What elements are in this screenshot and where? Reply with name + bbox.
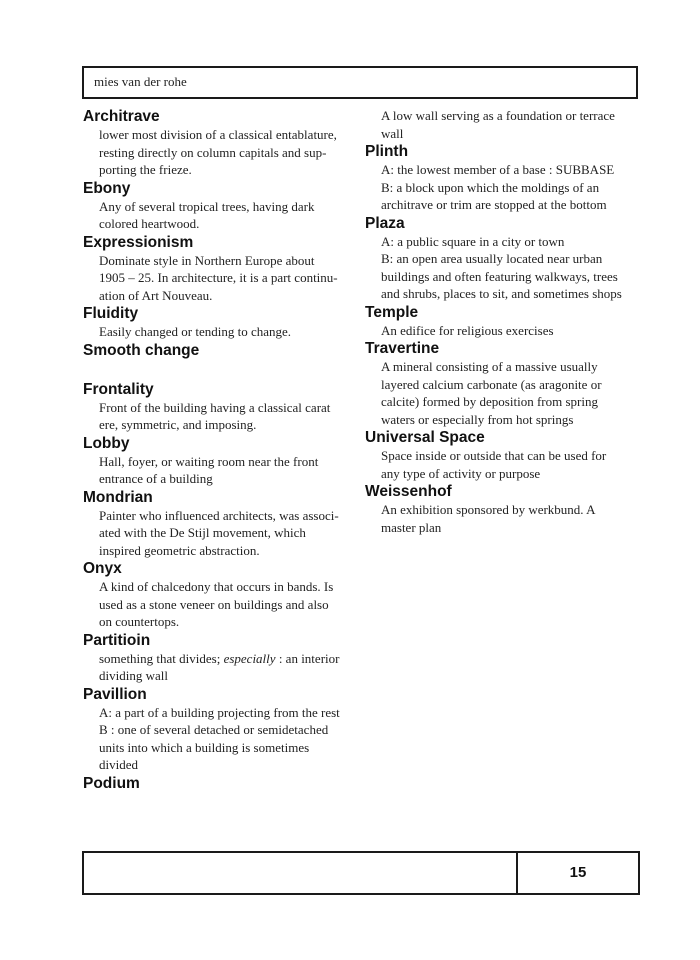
definition-line: A low wall serving as a foundation or terrace <box>381 108 615 123</box>
definition-line: Dominate style in Northern Europe about <box>99 252 315 268</box>
term-fluidity: Fluidity <box>83 305 139 322</box>
definition-line: A kind of chalcedony that occurs in bands. Is <box>99 579 334 594</box>
definition-line: master plan <box>381 519 442 535</box>
definition-line: buildings and often featuring walkways, trees <box>381 268 618 284</box>
term-weissenhof: Weissenhof <box>365 483 452 500</box>
definition-line: Hall, foyer, or waiting room near the front <box>99 453 319 469</box>
definition-line: Space inside or outside that can be used for <box>381 448 607 463</box>
definition-line: inspired geometric abstraction. <box>99 542 260 558</box>
definition-line: B: an open area usually located near urban <box>381 251 603 266</box>
footer-blank-cell <box>84 853 518 893</box>
definition-line: waters or especially from hot springs <box>381 411 574 427</box>
definition-line: An exhibition sponsored by werkbund. A <box>381 502 596 517</box>
definition-line: architrave or trim are stopped at the bottom <box>381 197 607 212</box>
definition-line: units into which a building is sometimes <box>99 739 310 755</box>
term-onyx: Onyx <box>83 560 122 577</box>
term-partition: Partitioin <box>83 631 151 649</box>
term-pavillion: Pavillion <box>83 685 147 703</box>
term-plaza: Plaza <box>365 214 405 232</box>
term-architrave: Architrave <box>83 108 160 125</box>
definition-line: Easily changed or tending to change. <box>99 324 292 339</box>
definition-line: lower most division of a classical entablature, <box>99 127 337 142</box>
definition-line: B: a block upon which the moldings of an <box>381 179 600 195</box>
definition-line: ated with the De Stijl movement, which <box>99 525 306 540</box>
definition-line: colored heartwood. <box>99 216 200 231</box>
definition-line: and shrubs, places to sit, and sometimes shops <box>381 286 622 301</box>
term-travertine: Travertine <box>365 340 440 357</box>
blank-gap <box>83 360 363 380</box>
definition-text: something that divides; <box>99 650 224 666</box>
definition-line: Painter who influenced architects, was associ- <box>99 507 339 523</box>
definition-text: : an interior <box>275 650 340 666</box>
definition-line: layered calcium carbonate (as aragonite or <box>381 376 602 392</box>
term-ebony: Ebony <box>83 179 131 197</box>
term-universal-space: Universal Space <box>365 429 485 446</box>
definition-line: Front of the building having a classical carat <box>99 399 331 415</box>
term-frontality: Frontality <box>83 380 154 398</box>
definition-line: calcite) formed by deposition from spring <box>381 394 598 409</box>
term-podium: Podium <box>83 774 140 792</box>
definition-line: used as a stone veneer on buildings and also <box>99 596 329 612</box>
definition-line: ere, symmetric, and imposing. <box>99 417 257 432</box>
definition-line: wall <box>381 125 404 141</box>
page-number: 15 <box>569 864 587 881</box>
glossary-left-column <box>83 107 363 793</box>
definition-line: on countertops. <box>99 614 180 629</box>
definition-line: dividing wall <box>99 668 168 683</box>
definition-line: An edifice for religious exercises <box>381 322 554 338</box>
definition-line: any type of activity or purpose <box>381 465 541 481</box>
definition-line: resting directly on column capitals and sup- <box>99 144 327 160</box>
definition-line: A: a part of a building projecting from the rest <box>99 704 340 720</box>
term-lobby: Lobby <box>83 434 130 452</box>
definition-line: entrance of a building <box>99 471 213 486</box>
definition-line: A: a public square in a city or town <box>381 233 565 249</box>
definition-line: 1905 – 25. In architecture, it is a part continu- <box>99 270 338 285</box>
definition-line: A: the lowest member of a base : SUBBASE <box>381 162 615 177</box>
definition-line: Any of several tropical trees, having dark <box>99 198 315 214</box>
definition-line: B : one of several detached or semidetached <box>99 722 329 737</box>
term-temple: Temple <box>365 303 419 321</box>
term-mondrian: Mondrian <box>83 488 153 506</box>
glossary-right-column <box>365 107 645 536</box>
term-plinth: Plinth <box>365 143 409 160</box>
term-expressionism: Expressionism <box>83 233 194 251</box>
definition-line: ation of Art Nouveau. <box>99 287 213 303</box>
definition-line: porting the frieze. <box>99 162 192 177</box>
definition-line: A mineral consisting of a massive usually <box>381 359 598 374</box>
definition-line <box>99 650 363 668</box>
definition-line: divided <box>99 757 138 772</box>
running-header <box>82 66 638 99</box>
definition-italic-text: especially <box>223 650 276 666</box>
header-title: mies van der rohe <box>94 74 187 89</box>
term-smooth-change: Smooth change <box>83 341 200 359</box>
page-footer <box>82 851 640 895</box>
